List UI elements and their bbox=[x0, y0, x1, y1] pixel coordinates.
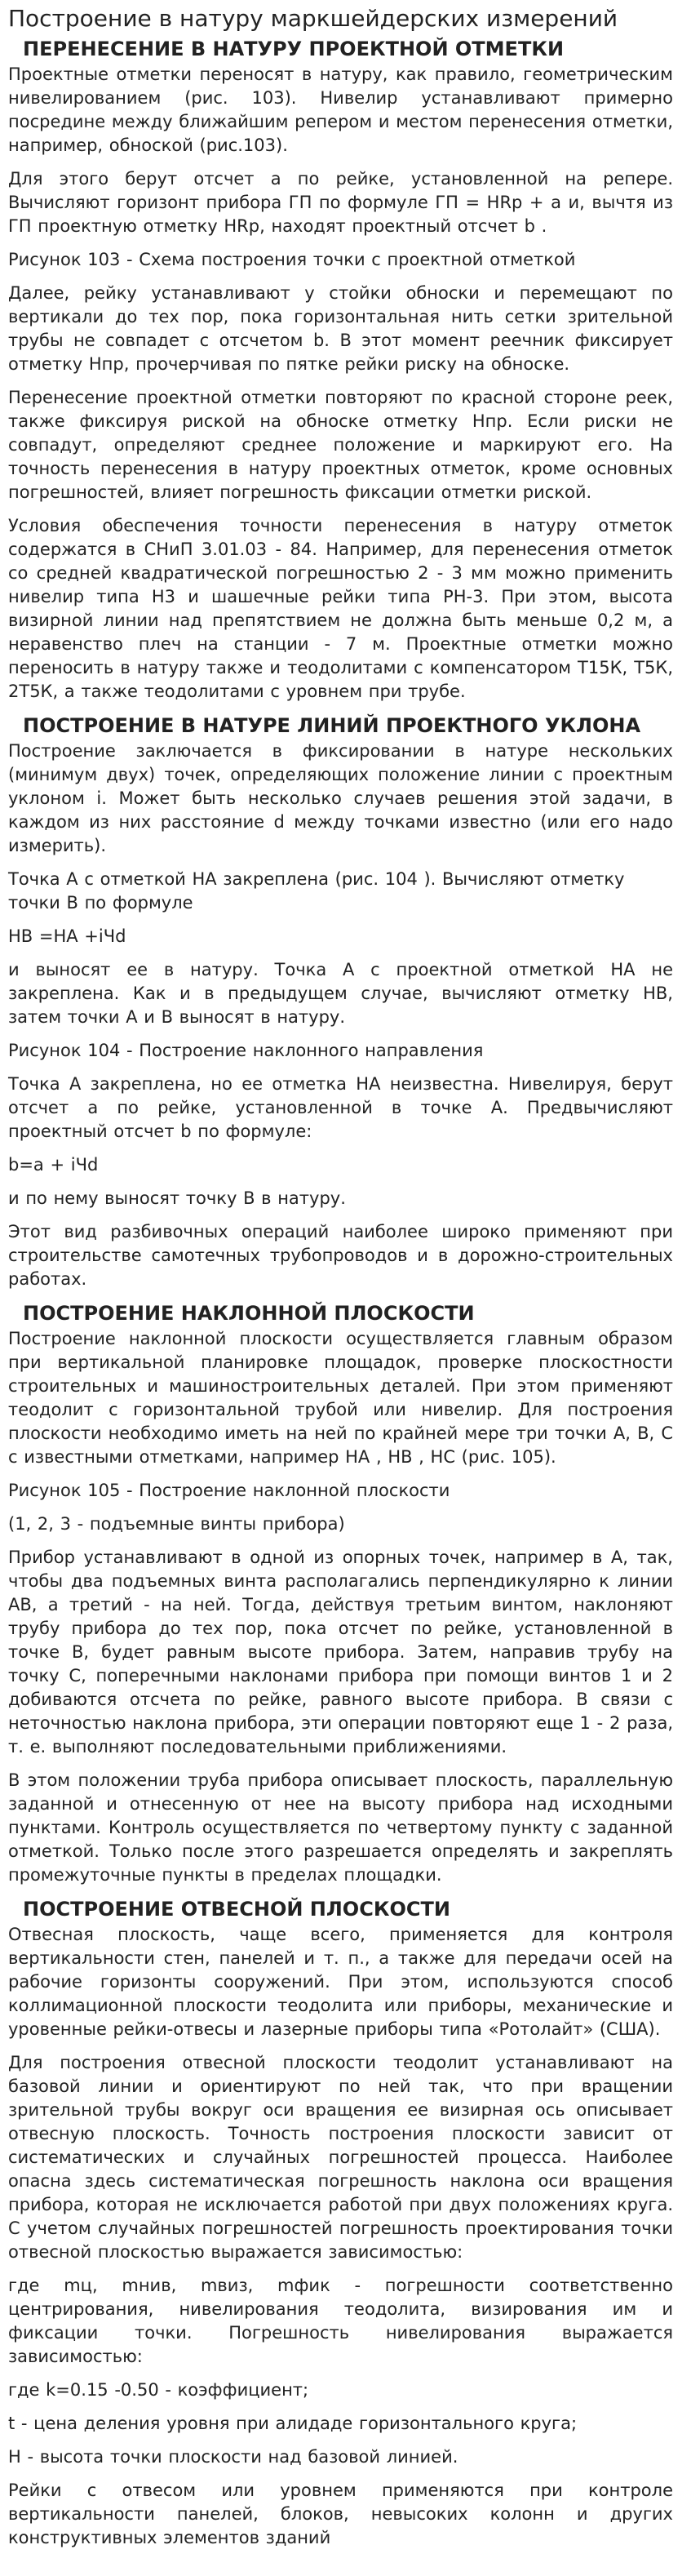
section-heading: ПОСТРОЕНИЕ ОТВЕСНОЙ ПЛОСКОСТИ bbox=[23, 1898, 450, 1921]
paragraph: Условия обеспечения точности перенесения в натуру отметок содержатся в СНиП 3.01.03 - 84. Например, для перенесения отметок со средней квадратической погрешностью 2 - 3 мм можно применить нивелир типа Н3 и шашечные рейки типа РН-3. При этом, высота визирной линии над препятствием не должна быть меньше 0,2 м, а неравенство плеч на станции - 7 м. Проектные отметки можно переносить в натуру также и теодолитами с компенсатором Т15К, Т5К, 2Т5К, а также теодолитами с уровнем при трубе. bbox=[8, 516, 673, 701]
paragraph: t - цена деления уровня при алидаде горизонтального круга; bbox=[8, 2414, 578, 2433]
paragraph: где k=0.15 -0.50 - коэффициент; bbox=[8, 2380, 309, 2400]
paragraph: Рейки с отвесом или уровнем применяются при контроле вертикальности панелей, блоков, невысоких колонн и других конструктивных элементов зданий bbox=[8, 2481, 673, 2547]
section-heading: ПЕРЕНЕСЕНИЕ В НАТУРУ ПРОЕКТНОЙ ОТМЕТКИ bbox=[23, 38, 565, 60]
formula: НВ =НА +iЧd bbox=[8, 926, 126, 946]
formula: b=a + iЧd bbox=[8, 1155, 99, 1175]
figure-caption: Рисунок 105 - Построение наклонной плоскости bbox=[8, 1481, 450, 1500]
figure-caption: Рисунок 104 - Построение наклонного направления bbox=[8, 1041, 484, 1060]
paragraph: Перенесение проектной отметки повторяют по красной стороне реек, также фиксируя риской на обноске отметку Нпр. Если риски не совпадут, определяют среднее положение и маркируют его. На точность перенесения в натуру проектных отметок, кроме основных погрешностей, влияет погрешность фиксации отметки риской. bbox=[8, 388, 673, 502]
figure-caption: Рисунок 103 - Схема построения точки с проектной отметкой bbox=[8, 250, 576, 269]
page-title: Построение в натуру маркшейдерских измерений bbox=[8, 5, 618, 32]
paragraph: и по нему выносят точку В в натуру. bbox=[8, 1188, 346, 1208]
section-heading: ПОСТРОЕНИЕ НАКЛОННОЙ ПЛОСКОСТИ bbox=[23, 1302, 475, 1325]
paragraph: Для построения отвесной плоскости теодолит устанавливают на базовой линии и ориентируют по ней так, что при вращении зрительной трубы вокруг оси вращения ее визирная ось описывает отвесную плоскость. Точность построения плоскости зависит от систематических и случайных погрешностей процесса. Наиболее опасна здесь систематическая погрешность наклона оси вращения прибора, которая не исключается работой при двух положениях круга. С учетом случайных погрешностей погрешность проектирования точки отвесной плоскостью выражается зависимостью: bbox=[8, 2053, 673, 2262]
section-heading: ПОСТРОЕНИЕ В НАТУРЕ ЛИНИЙ ПРОЕКТНОГО УКЛОНА bbox=[23, 714, 641, 737]
paragraph: Проектные отметки переносят в натуру, как правило, геометрическим нивелированием (рис. 103). Нивелир устанавливают примерно посредине между ближайшим репером и местом перенесения отметки, например, обноской (рис.103). bbox=[8, 64, 673, 155]
paragraph: Построение наклонной плоскости осуществляется главным образом при вертикальной планировке площадок, проверке плоскостности строительных и машиностроительных деталей. При этом применяют теодолит с горизонтальной трубой или нивелир. Для построения плоскости необходимо иметь на ней по крайней мере три точки А, В, С с известными отметками, например НА , НВ , НС (рис. 105). bbox=[8, 1329, 673, 1467]
paragraph: Для этого берут отсчет а по рейке, установленной на репере. Вычисляют горизонт прибора ГП по формуле ГП = HRp + а и, вычтя из ГП проектную отметку HRp, находят проектный отсчет b . bbox=[8, 169, 673, 236]
paragraph: Прибор устанавливают в одной из опорных точек, например в А, так, чтобы два подъемных винта располагались перпендикулярно к линии АВ, а третий - на ней. Тогда, действуя третьим винтом, наклоняют трубу прибора до тех пор, пока отсчет по рейке, установленной в точке В, будет равным высоте прибора. Затем, направив трубу на точку С, поперечными наклонами прибора при помощи винтов 1 и 2 добиваются отсчета по рейке, равного высоте прибора. В связи с неточностью наклона прибора, эти операции повторяют еще 1 - 2 раза, т. е. выполняют последовательными приближениями. bbox=[8, 1548, 673, 1757]
paragraph: Н - высота точки плоскости над базовой линией. bbox=[8, 2447, 458, 2467]
section-project-elevation bbox=[8, 37, 673, 704]
paragraph: Точка А закреплена, но ее отметка НА неизвестна. Нивелируя, берут отсчет а по рейке, установленной в точке А. Предвычисляют проектный отсчет b по формуле: bbox=[8, 1074, 673, 1141]
section-slope-line bbox=[8, 713, 673, 1291]
paragraph: Точка А с отметкой НА закреплена (рис. 104 ). Вычисляют отметку точки В по формуле bbox=[8, 869, 625, 913]
section-inclined-plane bbox=[8, 1301, 673, 1887]
paragraph: Отвесная плоскость, чаще всего, применяется для контроля вертикальности стен, панелей и т. п., а также для передачи осей на рабочие горизонты сооружений. При этом, используются способ коллимационной плоскости теодолита или приборы, механические и уровенные рейки-отвесы и лазерные приборы типа «Ротолайт» (США). bbox=[8, 1925, 673, 2039]
figure-note: (1, 2, 3 - подъемные винты прибора) bbox=[8, 1514, 345, 1534]
paragraph: В этом положении труба прибора описывает плоскость, параллельную заданной и отнесенную от нее на высоту прибора над исходными пунктами. Контроль осуществляется по четвертому пункту с заданной отметкой. Только после этого разрешается определять и закреплять промежуточные пункты в пределах площадки. bbox=[8, 1770, 673, 1885]
paragraph: Далее, рейку устанавливают у стойки обноски и перемещают по вертикали до тех пор, пока горизонтальная нить сетки зрительной трубы не совпадет с отсчетом b. В этот момент реечник фиксирует отметку Нпр, прочерчивая по пятке рейки риску на обноске. bbox=[8, 283, 673, 374]
paragraph: где mц, mнив, mвиз, mфик - погрешности соответственно центрирования, нивелирования теодолита, визирования им и фиксации точки. Погрешность нивелирования выражается зависимостью: bbox=[8, 2276, 673, 2366]
paragraph: Построение заключается в фиксировании в натуре нескольких (минимум двух) точек, определяющих положение линии с проектным уклоном i. Может быть несколько случаев решения этой задачи, в каждом из них расстояние d между точками известно (или его надо измерить). bbox=[8, 741, 673, 855]
section-vertical-plane bbox=[8, 1897, 673, 2550]
paragraph: и выносят ее в натуру. Точка А с проектной отметкой НА не закреплена. Как и в предыдущем случае, вычисляют отметку НВ, затем точки А и В выносят в натуру. bbox=[8, 960, 673, 1027]
paragraph: Этот вид разбивочных операций наиболее широко применяют при строительстве самотечных трубопроводов и в дорожно-строительных работах. bbox=[8, 1222, 673, 1289]
